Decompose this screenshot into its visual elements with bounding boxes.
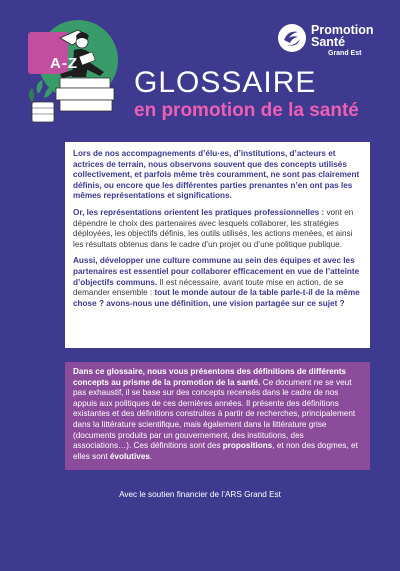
intro-p2-text: vont en dépendre le choix des partenaires avec lesquels collaborer, les stratégies déployées, les objectifs définis, les outils utilisés, les actions menées, et ainsi les résultats obtenus dans le cadre d’un projet ou d’une politique publique.	[73, 207, 354, 249]
intro-p2-bold: Or, les représentations orientent les pratiques professionnelles :	[73, 207, 325, 217]
person-reading-books-illustration	[20, 18, 125, 128]
reading-person-illustration	[20, 18, 125, 128]
intro-card	[65, 142, 370, 348]
intro-paragraph-3	[73, 256, 362, 309]
intro-p3-bold-2: tout le monde autour de la table parle-t-il de la même chose ? avons-nous une définition, une vision partagée sur ce sujet ?	[73, 288, 360, 308]
purpose-bold-1: Dans ce glossaire, nous vous présentons des définitions de différents concepts au prisme de la promotion de la santé.	[73, 367, 346, 387]
purpose-text-1: Ce document ne se veut pas exhaustif, il se base sur des concepts recensés dans le cadre de nos appuis aux politiques de ces dernières années. Il présente des définitions existantes et des définitions construites à partir de recherches, principalement dans la littérature scientifique, mais également dans la littérature grise (documents produits par un gouvernement, des institutions, des associations…). Ces définitions sont des	[73, 377, 356, 451]
logo-line-3: Grand Est	[328, 50, 362, 57]
logo-line-2: Santé	[311, 35, 346, 49]
page-title: GLOSSAIRE	[134, 66, 317, 99]
page-subtitle: en promotion de la santé	[134, 100, 359, 121]
az-badge-text: A-Z	[50, 55, 78, 72]
intro-paragraph-2	[73, 208, 362, 250]
purpose-card	[65, 362, 370, 470]
logo-line-1: Promotion	[311, 23, 374, 37]
purpose-bold-2: propositions	[222, 441, 273, 451]
purpose-text-2: , et non des dogmes, et elles sont	[73, 441, 358, 461]
intro-paragraph-1	[73, 149, 362, 202]
purpose-text-3: .	[149, 451, 153, 461]
funding-footer: Avec le soutien financier de l’ARS Grand Est	[119, 490, 281, 499]
intro-p3-bold: Aussi, développer une culture commune au sein des équipes et avec les partenaires est essentiel pour collaborer efficacement en vue de l’atteinte d’objectifs communs.	[73, 256, 360, 287]
promotion-sante-logo	[276, 22, 386, 68]
swirl-logo-icon	[276, 22, 308, 54]
purpose-bold-3: évolutives	[109, 451, 150, 461]
purpose-paragraph	[73, 367, 362, 462]
intro-p1-text: Lors de nos accompagnements d’élu·es, d’institutions, d’acteurs et actrices de terrain, nous observons souvent que des concepts utilisés collectivement, et parfois même très couramment, ne sont pas clairement définis, ou encore que les différentes parties prenantes n’en ont pas les mêmes représentations et significations.	[73, 149, 360, 201]
intro-p3-text: Il est nécessaire, avant toute mise en action, de se demander ensemble :	[73, 277, 344, 298]
